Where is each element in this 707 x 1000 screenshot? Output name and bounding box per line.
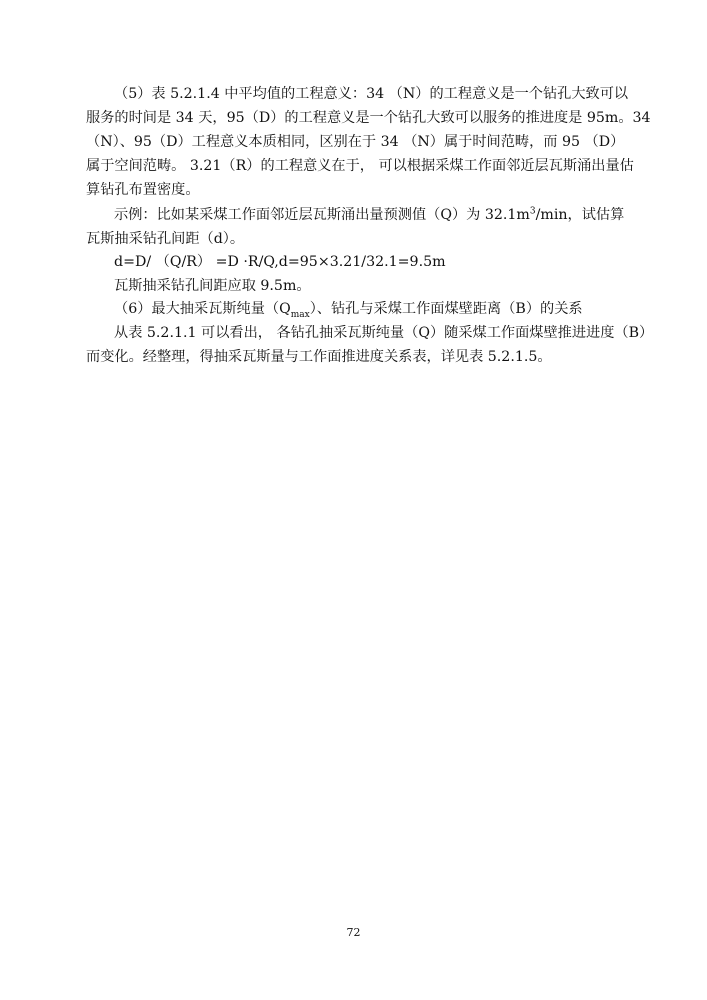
page-number: 72 — [346, 926, 361, 939]
example-prefix: 示例：比如某采煤工作面邻近层瓦斯涌出量预测值（Q）为 32.1m — [114, 207, 530, 223]
text-line: （5）表 5.2.1.4 中平均值的工程意义：34 （N）的工程意义是一个钻孔大致可以 — [114, 86, 629, 102]
text-line: 瓦斯抽采钻孔间距（d）。 — [86, 231, 245, 247]
text-line: 属于空间范畴。 3.21（R）的工程意义在于， 可以根据采煤工作面邻近层瓦斯涌出量估 — [86, 158, 634, 174]
text-line — [86, 203, 625, 227]
text-line: 算钻孔布置密度。 — [86, 182, 200, 198]
paragraph-engineering-meaning — [86, 82, 651, 202]
superscript: 3 — [529, 206, 536, 217]
text-line: （N）、95（D）工程意义本质相同，区别在于 34 （N）属于时间范畴，而 95 （D） — [86, 134, 625, 150]
paragraph-example — [86, 203, 625, 251]
section-heading — [86, 297, 622, 321]
heading-prefix: （6）最大抽采瓦斯纯量（Q — [114, 301, 291, 317]
text-line: 服务的时间是 34 天，95（D）的工程意义是一个钻孔大致可以服务的推进度是 95m。34 — [86, 110, 651, 126]
text-line: 而变化。经整理，得抽采瓦斯量与工作面推进度关系表，详见表 5.2.1.5。 — [86, 349, 552, 365]
formula-line: d=D/ （Q/R） =D ·R/Q,d=95×3.21/32.1=9.5m — [114, 254, 446, 270]
subscript: max — [290, 309, 310, 320]
heading-suffix: ）、钻孔与采煤工作面煤壁距离（B）的关系 — [309, 301, 583, 317]
paragraph-relationship — [86, 321, 654, 369]
text-line: 从表 5.2.1.1 可以看出， 各钻孔抽采瓦斯纯量（Q）随采煤工作面煤壁推进进度（B） — [114, 325, 654, 341]
result-line: 瓦斯抽采钻孔间距应取 9.5m。 — [114, 278, 311, 294]
example-suffix: /min，试估算 — [535, 207, 625, 223]
